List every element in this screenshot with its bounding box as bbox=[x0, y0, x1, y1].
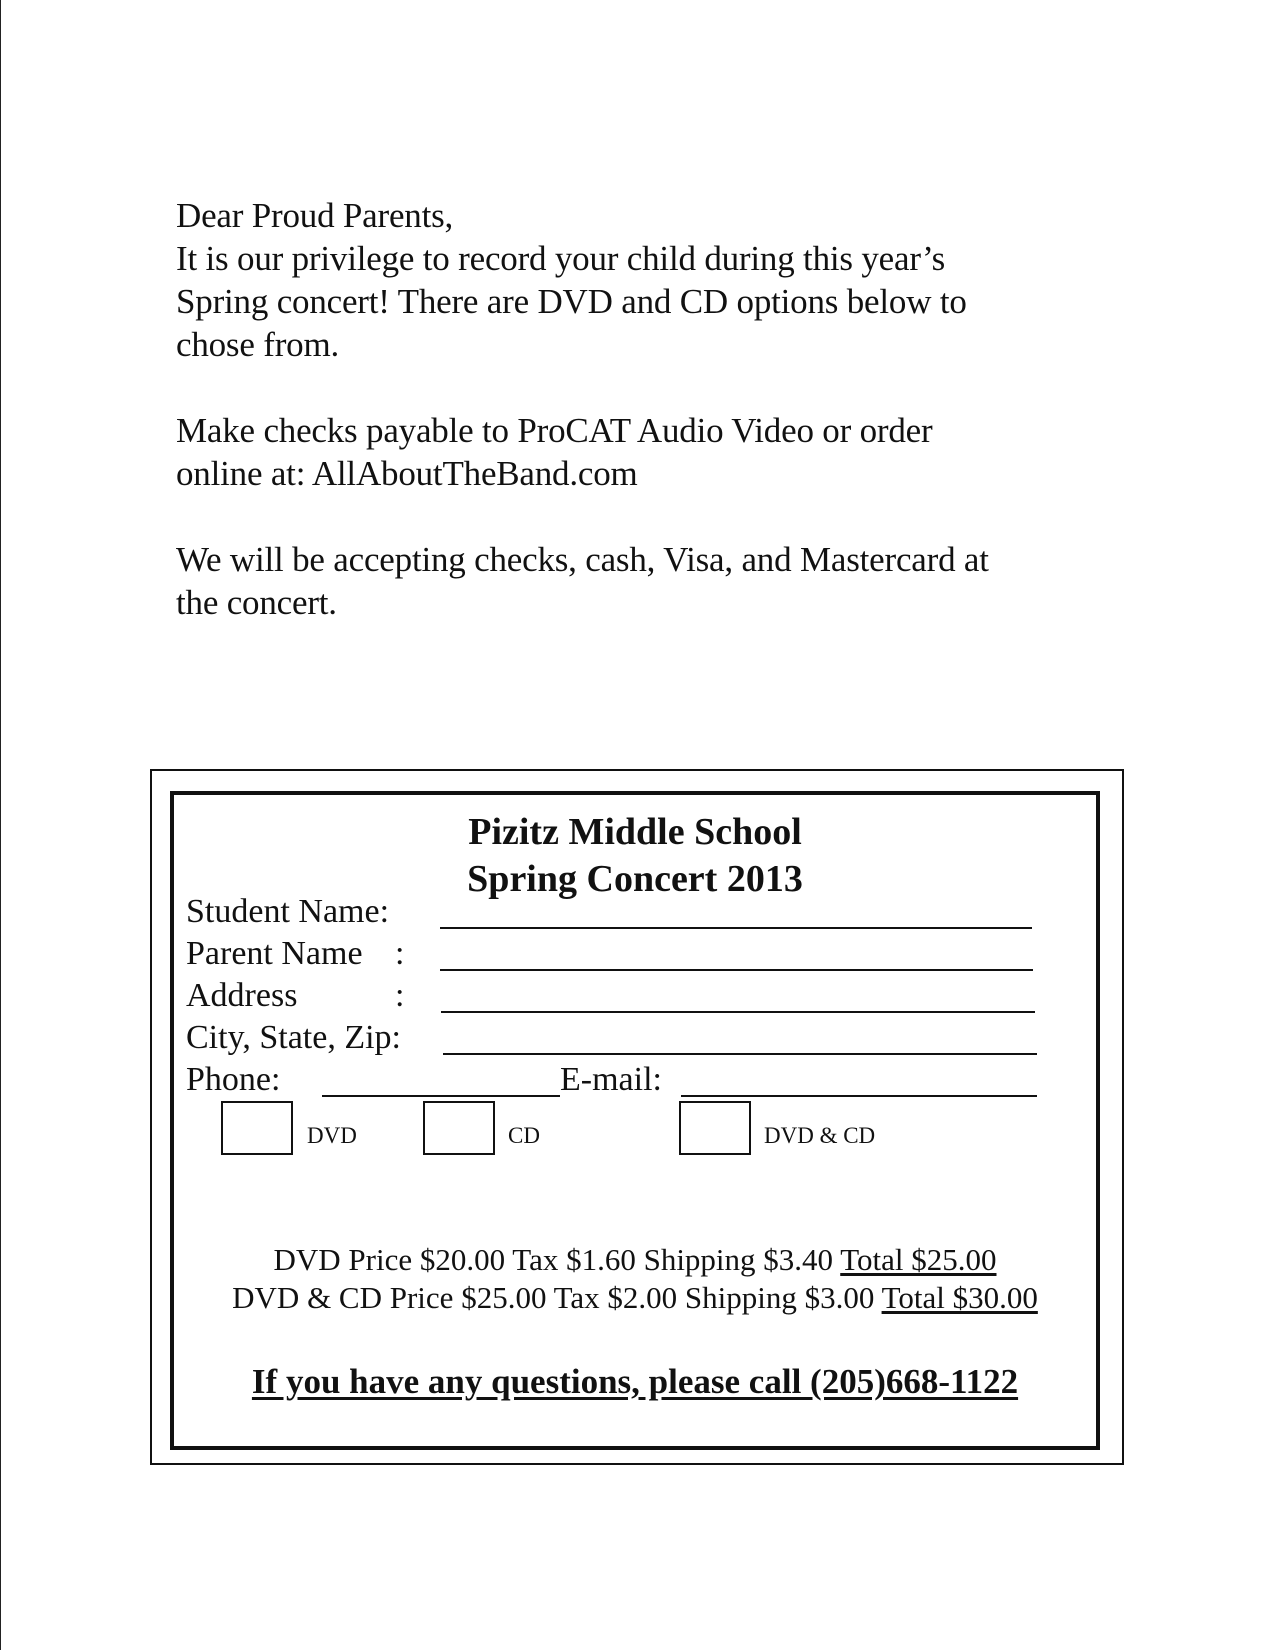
dvd-option-label: DVD bbox=[307, 1123, 357, 1148]
page-left-edge bbox=[0, 0, 1, 1650]
parent-name-field[interactable] bbox=[440, 969, 1033, 971]
city-state-zip-field[interactable] bbox=[443, 1053, 1037, 1055]
dvd-total: Total $25.00 bbox=[840, 1242, 997, 1277]
letter-greeting: Dear Proud Parents, bbox=[176, 196, 454, 235]
letter-paragraph-3-line-1: We will be accepting checks, cash, Visa, and Mastercard at bbox=[176, 540, 989, 579]
dvd-and-cd-checkbox[interactable] bbox=[679, 1101, 751, 1155]
contact-phone-notice: If you have any questions, please call (205)668-1122 bbox=[251, 1362, 1019, 1401]
student-name-field[interactable] bbox=[440, 927, 1032, 929]
paragraph-gap bbox=[176, 366, 1096, 409]
cd-option-label: CD bbox=[508, 1123, 540, 1148]
city-state-zip-label: City, State, Zip: bbox=[186, 1019, 402, 1056]
dvd-checkbox[interactable] bbox=[221, 1101, 293, 1155]
letter-body bbox=[176, 194, 1096, 624]
letter-paragraph-3-line-2: the concert. bbox=[176, 583, 337, 622]
paragraph-gap bbox=[176, 495, 1096, 538]
parent-name-label: Parent Name bbox=[186, 935, 363, 972]
student-name-label: Student Name: bbox=[186, 893, 390, 930]
address-field[interactable] bbox=[441, 1011, 1035, 1013]
letter-paragraph-2-line-2: online at: AllAboutTheBand.com bbox=[176, 454, 638, 493]
dvd-cd-price-line bbox=[170, 1279, 1100, 1317]
phone-label: Phone: bbox=[186, 1061, 281, 1098]
letter-paragraph-2-line-1: Make checks payable to ProCAT Audio Video or order bbox=[176, 411, 933, 450]
dvd-and-cd-option-label: DVD & CD bbox=[764, 1123, 876, 1148]
email-label: E-mail: bbox=[560, 1061, 662, 1098]
form-title-concert: Spring Concert 2013 bbox=[467, 858, 803, 900]
dvd-price-text: DVD Price $20.00 Tax $1.60 Shipping $3.40 bbox=[273, 1242, 841, 1277]
form-title-school: Pizitz Middle School bbox=[468, 811, 802, 853]
address-label: Address bbox=[186, 977, 298, 1014]
address-colon: : bbox=[395, 977, 405, 1014]
dvd-price-line bbox=[170, 1241, 1100, 1279]
dvd-cd-total: Total $30.00 bbox=[881, 1280, 1038, 1315]
letter-paragraph-1-line-1: It is our privilege to record your child during this year’s bbox=[176, 239, 946, 278]
parent-name-colon: : bbox=[395, 935, 405, 972]
letter-paragraph-1-line-3: chose from. bbox=[176, 325, 340, 364]
cd-checkbox[interactable] bbox=[423, 1101, 495, 1155]
email-field[interactable] bbox=[681, 1095, 1037, 1097]
phone-field[interactable] bbox=[322, 1095, 560, 1097]
letter-paragraph-1-line-2: Spring concert! There are DVD and CD options below to bbox=[176, 282, 967, 321]
dvd-cd-price-text: DVD & CD Price $25.00 Tax $2.00 Shipping $3.00 bbox=[232, 1280, 882, 1315]
